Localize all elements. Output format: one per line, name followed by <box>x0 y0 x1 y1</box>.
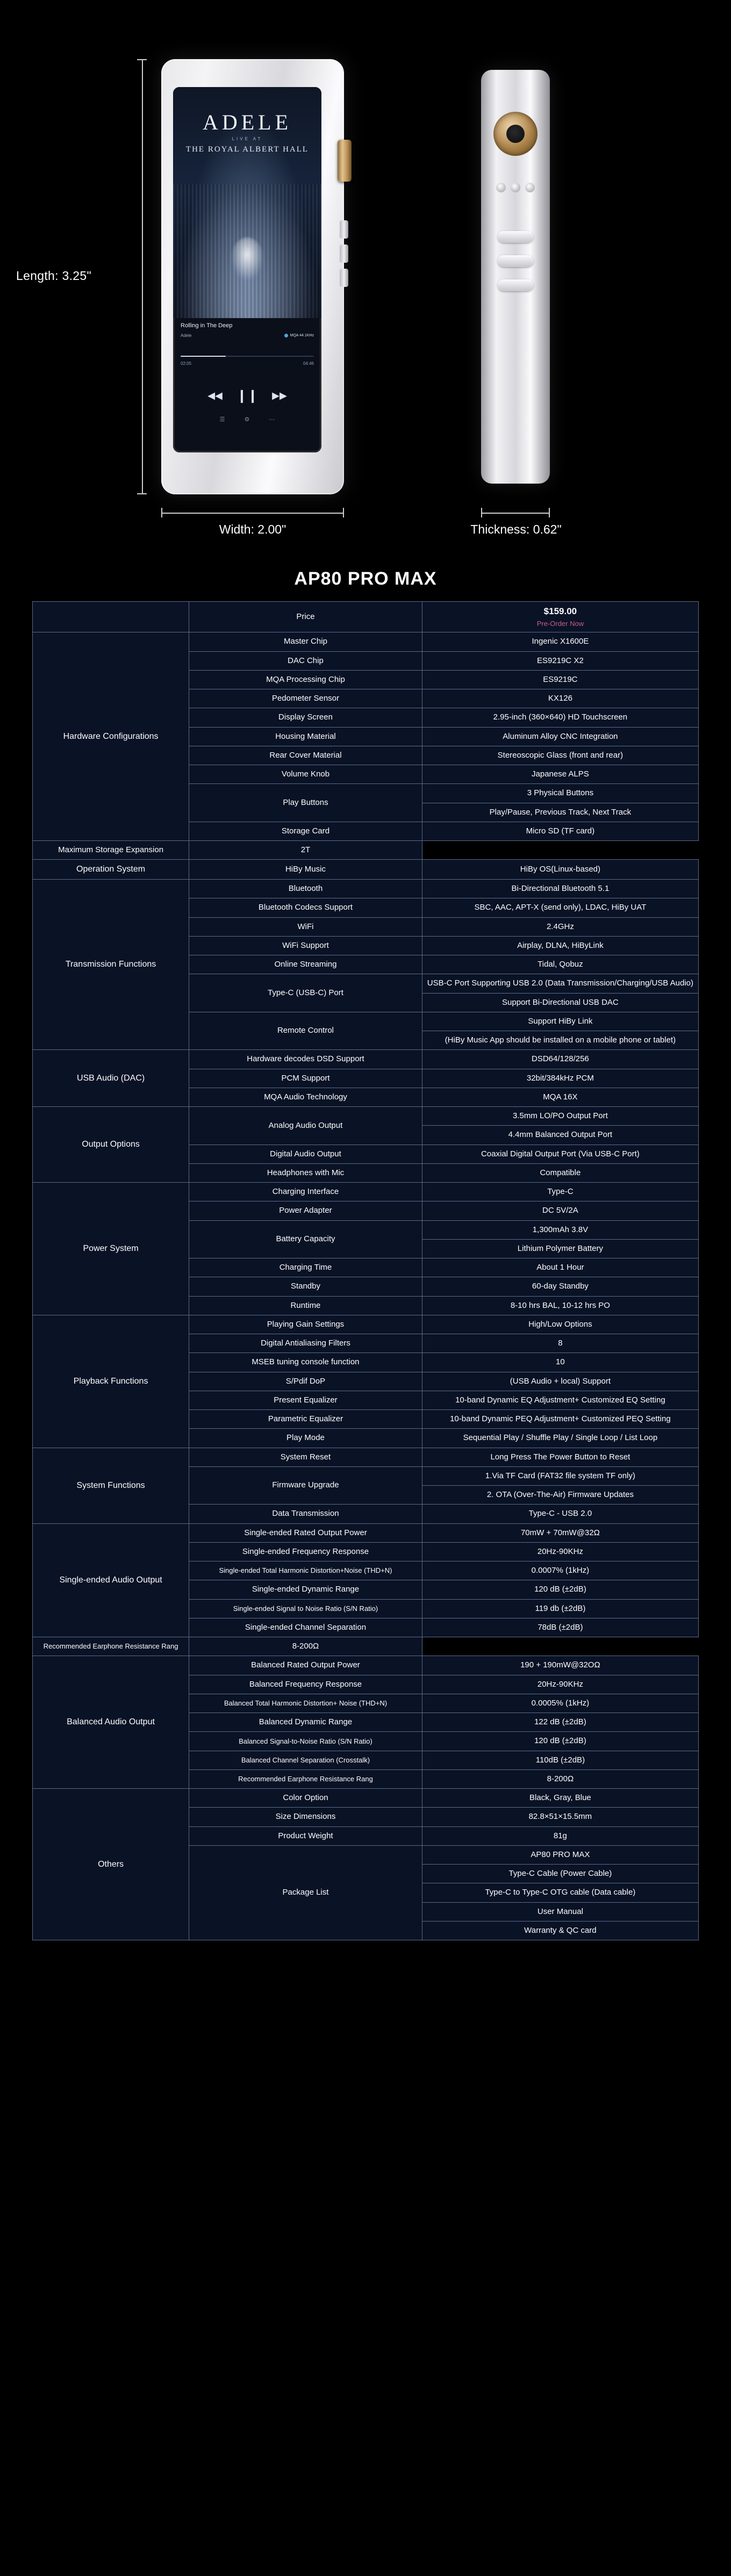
spec-label-cell: Balanced Frequency Response <box>189 1675 422 1694</box>
spec-label-cell: Present Equalizer <box>189 1391 422 1409</box>
spec-label-cell: Balanced Signal-to-Noise Ratio (S/N Ratio) <box>189 1732 422 1751</box>
album-live-text: LIVE AT <box>232 136 263 141</box>
spec-value-cell: Type-C Cable (Power Cable) <box>422 1865 698 1883</box>
spec-label-cell: Charging Interface <box>189 1183 422 1201</box>
now-playing-info <box>173 322 321 338</box>
spec-label-cell: Play Buttons <box>189 784 422 822</box>
spec-category-cell: Hardware Configurations <box>33 632 189 841</box>
width-dimension-label: Width: 2.00" <box>219 522 286 536</box>
spec-label-cell: Housing Material <box>189 727 422 746</box>
spec-category-cell: Single-ended Audio Output <box>33 1523 189 1637</box>
spec-value-cell: 20Hz-90KHz <box>422 1675 698 1694</box>
table-row <box>33 602 699 632</box>
spec-label-cell: Color Option <box>189 1789 422 1808</box>
table-row <box>33 1523 699 1542</box>
album-artist-text: ADELE <box>202 110 292 134</box>
equalizer-icon[interactable]: ⚙ <box>244 416 250 423</box>
table-row <box>33 841 699 860</box>
spec-value-cell: Ingenic X1600E <box>422 632 698 651</box>
spec-value-cell: Type-C - USB 2.0 <box>422 1505 698 1523</box>
spec-value-cell: 120 dB (±2dB) <box>422 1580 698 1599</box>
table-row <box>33 1656 699 1675</box>
spec-label-cell: Pedometer Sensor <box>189 689 422 708</box>
spec-value-cell: SBC, AAC, APT-X (send only), LDAC, HiBy UAT <box>422 898 698 917</box>
spec-value-cell: 110dB (±2dB) <box>422 1751 698 1769</box>
spec-label-cell: Price <box>189 602 422 632</box>
spec-value-cell: 10-band Dynamic EQ Adjustment+ Customized EQ Setting <box>422 1391 698 1409</box>
spec-value-cell: Play/Pause, Previous Track, Next Track <box>422 803 698 822</box>
spec-value-cell: (USB Audio + local) Support <box>422 1372 698 1391</box>
pause-icon[interactable]: ❙❙ <box>236 388 259 403</box>
spec-value-cell: 2T <box>189 841 422 860</box>
spec-label-cell: Analog Audio Output <box>189 1107 422 1145</box>
spec-value-cell: 10-band Dynamic PEQ Adjustment+ Customized PEQ Setting <box>422 1410 698 1429</box>
spec-value-cell: Long Press The Power Button to Reset <box>422 1448 698 1466</box>
table-row <box>33 1448 699 1466</box>
spec-value-cell: (HiBy Music App should be installed on a mobile phone or tablet) <box>422 1031 698 1050</box>
spec-label-cell: Rear Cover Material <box>189 746 422 765</box>
spec-value-cell: User Manual <box>422 1902 698 1921</box>
spec-value-cell: Type-C to Type-C OTG cable (Data cable) <box>422 1883 698 1902</box>
spec-label-cell: Data Transmission <box>189 1505 422 1523</box>
spec-label-cell: Volume Knob <box>189 765 422 784</box>
spec-value-cell: Type-C <box>422 1183 698 1201</box>
spec-label-cell: Type-C (USB-C) Port <box>189 974 422 1012</box>
side-button-2 <box>340 244 348 263</box>
spec-value-cell: 2. OTA (Over-The-Air) Firmware Updates <box>422 1486 698 1505</box>
length-dimension-label: Length: 3.25" <box>16 269 91 283</box>
spec-label-cell: Single-ended Signal to Noise Ratio (S/N Ratio) <box>189 1599 422 1618</box>
spec-label-cell: Recommended Earphone Resistance Rang <box>189 1769 422 1788</box>
spec-category-cell: USB Audio (DAC) <box>33 1050 189 1107</box>
volume-knob-top <box>493 112 538 156</box>
spec-label-cell: MQA Processing Chip <box>189 670 422 689</box>
spec-value-cell: HiBy OS(Linux-based) <box>422 860 698 880</box>
spec-label-cell: Package List <box>189 1845 422 1940</box>
spec-label-cell: System Reset <box>189 1448 422 1466</box>
table-row <box>33 1637 699 1656</box>
spec-label-cell: Bluetooth <box>189 880 422 898</box>
spec-category-cell <box>33 602 189 632</box>
spec-value-cell: Black, Gray, Blue <box>422 1789 698 1808</box>
spec-table <box>32 601 699 1940</box>
spec-category-cell: Others <box>33 1789 189 1940</box>
spec-label-cell: S/Pdif DoP <box>189 1372 422 1391</box>
spec-label-cell: Remote Control <box>189 1012 422 1050</box>
spec-value-cell: Coaxial Digital Output Port (Via USB-C Port) <box>422 1145 698 1163</box>
spec-value-cell: Bi-Directional Bluetooth 5.1 <box>422 880 698 898</box>
spec-value-cell: 0.0007% (1kHz) <box>422 1562 698 1580</box>
table-row <box>33 880 699 898</box>
spec-value-cell: 2.95-inch (360×640) HD Touchscreen <box>422 708 698 727</box>
mqa-icon <box>284 334 288 337</box>
spec-value-cell: ES9219C X2 <box>422 651 698 670</box>
spec-label-cell: WiFi <box>189 917 422 936</box>
spec-label-cell: Single-ended Channel Separation <box>189 1618 422 1637</box>
spec-category-cell: Operation System <box>33 860 189 880</box>
spec-value-cell: 3 Physical Buttons <box>422 784 698 803</box>
codec-badge <box>284 334 314 337</box>
spec-value-cell: KX126 <box>422 689 698 708</box>
spec-label-cell: Master Chip <box>189 632 422 651</box>
spec-value-cell: High/Low Options <box>422 1315 698 1334</box>
spec-category-cell: Playback Functions <box>33 1315 189 1448</box>
spec-value-cell: Stereoscopic Glass (front and rear) <box>422 746 698 765</box>
track-title: Rolling in The Deep <box>181 322 233 329</box>
device-screen <box>173 87 321 452</box>
spec-value-cell: 8 <box>422 1334 698 1353</box>
spec-label-cell: Headphones with Mic <box>189 1163 422 1182</box>
previous-track-icon[interactable]: ◀◀ <box>207 390 223 401</box>
length-bracket-cap-top <box>137 59 147 60</box>
album-venue-text: THE ROYAL ALBERT HALL <box>185 145 309 154</box>
spec-value-cell: 4.4mm Balanced Output Port <box>422 1126 698 1145</box>
progress-bar[interactable] <box>181 356 314 357</box>
width-bracket <box>161 508 344 517</box>
side-view-button-1 <box>498 231 533 243</box>
spec-label-cell: Hardware decodes DSD Support <box>189 1050 422 1069</box>
spec-value-cell: 60-day Standby <box>422 1277 698 1296</box>
spec-label-cell: Bluetooth Codecs Support <box>189 898 422 917</box>
spec-label-cell: MSEB tuning console function <box>189 1353 422 1372</box>
elapsed-time: 02:05 <box>181 361 192 366</box>
spec-value-cell: $159.00 Pre-Order Now <box>422 602 698 632</box>
secondary-controls <box>173 416 321 423</box>
remaining-time: 04:46 <box>303 361 314 366</box>
spec-value-cell: 1.Via TF Card (FAT32 file system TF only) <box>422 1466 698 1485</box>
spec-value-cell: ES9219C <box>422 670 698 689</box>
spec-value-cell: 10 <box>422 1353 698 1372</box>
spec-label-cell: Balanced Total Harmonic Distortion+ Noise (THD+N) <box>189 1694 422 1712</box>
spec-value-cell: 78dB (±2dB) <box>422 1618 698 1637</box>
spec-label-cell: Charging Time <box>189 1258 422 1277</box>
spec-label-cell: Digital Antialiasing Filters <box>189 1334 422 1353</box>
spec-value-cell: Micro SD (TF card) <box>422 822 698 840</box>
spec-label-cell: Maximum Storage Expansion <box>33 841 189 860</box>
spec-value-cell: 3.5mm LO/PO Output Port <box>422 1107 698 1126</box>
spec-value-cell: Airplay, DLNA, HiByLink <box>422 936 698 955</box>
table-row <box>33 1107 699 1126</box>
codec-label: MQA 44.1KHz <box>290 334 314 337</box>
spec-value-cell: 81g <box>422 1826 698 1845</box>
transport-controls <box>173 388 321 404</box>
table-row <box>33 1183 699 1201</box>
table-row <box>33 1050 699 1069</box>
spec-value-cell: 120 dB (±2dB) <box>422 1732 698 1751</box>
spec-value-cell: 119 db (±2dB) <box>422 1599 698 1618</box>
spec-label-cell: Firmware Upgrade <box>189 1466 422 1505</box>
spec-category-cell: System Functions <box>33 1448 189 1523</box>
spec-value-cell: About 1 Hour <box>422 1258 698 1277</box>
spec-value-cell: Compatible <box>422 1163 698 1182</box>
spec-label-cell: Size Dimensions <box>189 1808 422 1826</box>
spec-value-cell: 2.4GHz <box>422 917 698 936</box>
spec-value-cell: DSD64/128/256 <box>422 1050 698 1069</box>
spec-value-cell: 0.0005% (1kHz) <box>422 1694 698 1712</box>
spec-value-cell: Lithium Polymer Battery <box>422 1239 698 1258</box>
spec-label-cell: Balanced Rated Output Power <box>189 1656 422 1675</box>
spec-value-cell: 190 + 190mW@32OΩ <box>422 1656 698 1675</box>
spec-label-cell: Single-ended Frequency Response <box>189 1542 422 1561</box>
length-bracket <box>137 59 147 494</box>
pre-order-status: Pre-Order Now <box>536 619 584 628</box>
spec-label-cell: Single-ended Rated Output Power <box>189 1523 422 1542</box>
playlist-icon[interactable]: ☰ <box>219 416 225 423</box>
spec-label-cell: WiFi Support <box>189 936 422 955</box>
spec-value-cell: Warranty & QC card <box>422 1921 698 1940</box>
spec-category-cell: Balanced Audio Output <box>33 1656 189 1789</box>
spec-label-cell: Play Mode <box>189 1429 422 1448</box>
spec-label-cell: Power Adapter <box>189 1201 422 1220</box>
device-front-view <box>161 59 344 494</box>
spec-label-cell: MQA Audio Technology <box>189 1088 422 1106</box>
spec-value-cell: Support Bi-Directional USB DAC <box>422 993 698 1012</box>
track-artist: Adele <box>181 333 192 338</box>
spec-value-cell: Sequential Play / Shuffle Play / Single Loop / List Loop <box>422 1429 698 1448</box>
page-title: AP80 PRO MAX <box>294 569 437 589</box>
thickness-bracket <box>481 508 550 517</box>
spec-value-cell: AP80 PRO MAX <box>422 1845 698 1864</box>
side-button-1 <box>340 220 348 239</box>
spec-label-cell: Balanced Dynamic Range <box>189 1713 422 1732</box>
spec-category-cell: Power System <box>33 1183 189 1315</box>
spec-value-cell: USB-C Port Supporting USB 2.0 (Data Transmission/Charging/USB Audio) <box>422 974 698 993</box>
spec-label-cell: Standby <box>189 1277 422 1296</box>
table-row <box>33 632 699 651</box>
spec-label-cell: PCM Support <box>189 1069 422 1088</box>
spec-label-cell: Single-ended Total Harmonic Distortion+Noise (THD+N) <box>189 1562 422 1580</box>
album-art <box>173 87 321 318</box>
spec-value-cell: DC 5V/2A <box>422 1201 698 1220</box>
spec-label-cell: Playing Gain Settings <box>189 1315 422 1334</box>
more-options-icon[interactable]: ⋯ <box>269 416 275 423</box>
spec-value-cell: MQA 16X <box>422 1088 698 1106</box>
time-row <box>181 361 314 366</box>
spec-value-cell: Aluminum Alloy CNC Integration <box>422 727 698 746</box>
progress-fill <box>181 356 226 357</box>
length-bracket-cap-bottom <box>137 493 147 494</box>
spec-value-cell: 20Hz-90KHz <box>422 1542 698 1561</box>
spec-value-cell: 8-200Ω <box>189 1637 422 1656</box>
album-art-stage-light <box>231 238 263 280</box>
next-track-icon[interactable]: ▶▶ <box>272 390 287 401</box>
spec-label-cell: Runtime <box>189 1296 422 1315</box>
spec-value-cell: 1,300mAh 3.8V <box>422 1220 698 1239</box>
spec-label-cell: Balanced Channel Separation (Crosstalk) <box>189 1751 422 1769</box>
side-button-3 <box>340 269 348 287</box>
spec-label-cell: Recommended Earphone Resistance Rang <box>33 1637 189 1656</box>
spec-category-cell: Output Options <box>33 1107 189 1183</box>
side-view-button-2 <box>498 255 533 267</box>
spec-value-cell: 8-200Ω <box>422 1769 698 1788</box>
spec-value-cell: 32bit/384kHz PCM <box>422 1069 698 1088</box>
spec-label-cell: DAC Chip <box>189 651 422 670</box>
spec-value-cell: 122 dB (±2dB) <box>422 1713 698 1732</box>
spec-label-cell: Display Screen <box>189 708 422 727</box>
side-port-circles <box>496 183 535 192</box>
spec-value-cell: Japanese ALPS <box>422 765 698 784</box>
spec-value-cell: Support HiBy Link <box>422 1012 698 1031</box>
spec-label-cell: Product Weight <box>189 1826 422 1845</box>
spec-label-cell: Battery Capacity <box>189 1220 422 1258</box>
spec-category-cell: Transmission Functions <box>33 880 189 1050</box>
spec-table-wrap <box>0 601 731 1940</box>
spec-value-cell: Tidal, Qobuz <box>422 955 698 974</box>
spec-label-cell: Storage Card <box>189 822 422 840</box>
side-view-button-3 <box>498 279 533 291</box>
product-photo-area <box>0 0 731 559</box>
table-row <box>33 1789 699 1808</box>
table-row <box>33 860 699 880</box>
device-side-view <box>481 70 550 484</box>
spec-value-cell: 8-10 hrs BAL, 10-12 hrs PO <box>422 1296 698 1315</box>
spec-label-cell: Parametric Equalizer <box>189 1410 422 1429</box>
thickness-dimension-label: Thickness: 0.62" <box>470 522 562 536</box>
table-row <box>33 1315 699 1334</box>
spec-label-cell: Digital Audio Output <box>189 1145 422 1163</box>
spec-label-cell: Single-ended Dynamic Range <box>189 1580 422 1599</box>
spec-label-cell: Online Streaming <box>189 955 422 974</box>
spec-value-cell: 82.8×51×15.5mm <box>422 1808 698 1826</box>
spec-value-cell: 70mW + 70mW@32Ω <box>422 1523 698 1542</box>
volume-knob <box>338 140 352 182</box>
spec-label-cell: HiBy Music <box>189 860 422 880</box>
